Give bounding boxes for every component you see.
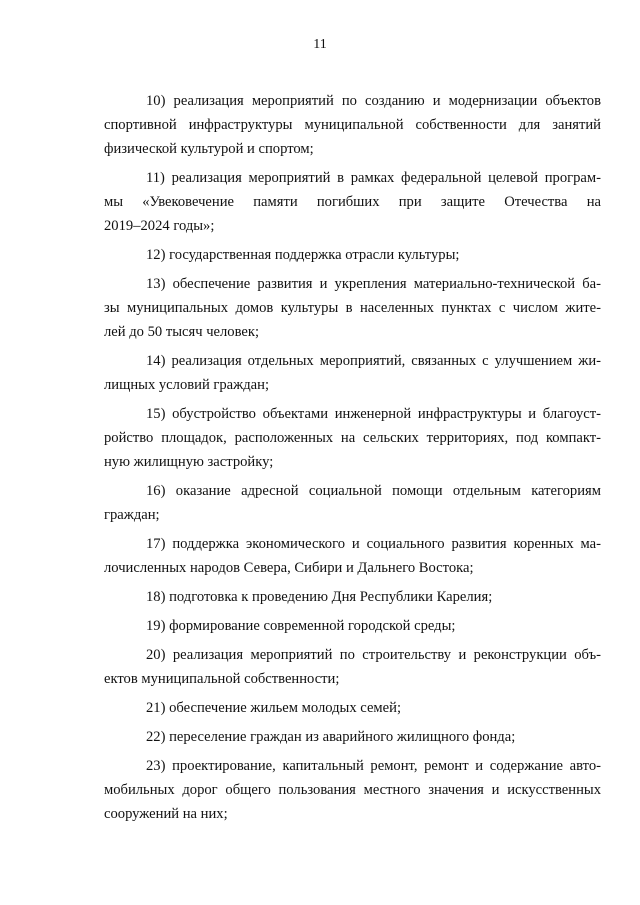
list-item-line: 13) обеспечение развития и укрепления материально-технической ба- — [146, 276, 601, 292]
list-item-line: 12) государственная поддержка отрасли культуры; — [146, 247, 460, 263]
list-item-line: 14) реализация отдельных мероприятий, связанных с улучшением жи- — [146, 353, 601, 369]
list-item — [104, 532, 601, 580]
list-item-line: 11) реализация мероприятий в рамках федеральной целевой програм- — [146, 170, 601, 186]
list-item-line: сооружений на них; — [104, 806, 228, 822]
list-item-line: лищных условий граждан; — [104, 377, 270, 393]
list-item-line: мобильных дорог общего пользования местного значения и искусственных — [104, 782, 601, 798]
list-item-line: 17) поддержка экономического и социального развития коренных ма- — [146, 536, 601, 552]
list-item — [104, 89, 601, 161]
list-item — [104, 479, 601, 527]
list-item — [104, 243, 601, 267]
list-item — [104, 402, 601, 474]
list-item-line: граждан; — [104, 507, 160, 523]
list-item-line: 2019–2024 годы»; — [104, 218, 215, 234]
list-item-line: 23) проектирование, капитальный ремонт, ремонт и содержание авто- — [146, 758, 601, 774]
list-item-line: физической культурой и спортом; — [104, 141, 314, 157]
page-number: 11 — [313, 37, 327, 52]
list-item — [104, 696, 601, 720]
document-body — [104, 89, 601, 831]
list-item-line: ройство площадок, расположенных на сельских территориях, под компакт- — [104, 430, 601, 446]
list-item-line: 15) обустройство объектами инженерной инфраструктуры и благоуст- — [146, 406, 601, 422]
list-item-line: 16) оказание адресной социальной помощи отдельным категориям — [146, 483, 601, 499]
list-item-line: спортивной инфраструктуры муниципальной собственности для занятий — [104, 117, 601, 133]
list-item-line: зы муниципальных домов культуры в населенных пунктах с числом жите- — [104, 300, 601, 316]
list-item-line: 18) подготовка к проведению Дня Республики Карелия; — [146, 589, 493, 605]
list-item — [104, 725, 601, 749]
list-item-line: мы «Увековечение памяти погибших при защите Отечества на — [104, 194, 601, 210]
list-item-line: лей до 50 тысяч человек; — [104, 324, 260, 340]
list-item-line: 20) реализация мероприятий по строительству и реконструкции объ- — [146, 647, 601, 663]
list-item-line: лочисленных народов Севера, Сибири и Дальнего Востока; — [104, 560, 474, 576]
list-item-line: 10) реализация мероприятий по созданию и модернизации объектов — [146, 93, 601, 109]
list-item — [104, 643, 601, 691]
list-item — [104, 754, 601, 826]
list-item-line: 19) формирование современной городской среды; — [146, 618, 456, 634]
list-item-line: ектов муниципальной собственности; — [104, 671, 340, 687]
list-item — [104, 585, 601, 609]
list-item-line: ную жилищную застройку; — [104, 454, 274, 470]
list-item — [104, 166, 601, 238]
list-item — [104, 349, 601, 397]
list-item — [104, 272, 601, 344]
list-item-line: 22) переселение граждан из аварийного жилищного фонда; — [146, 729, 516, 745]
list-item — [104, 614, 601, 638]
list-item-line: 21) обеспечение жильем молодых семей; — [146, 700, 402, 716]
